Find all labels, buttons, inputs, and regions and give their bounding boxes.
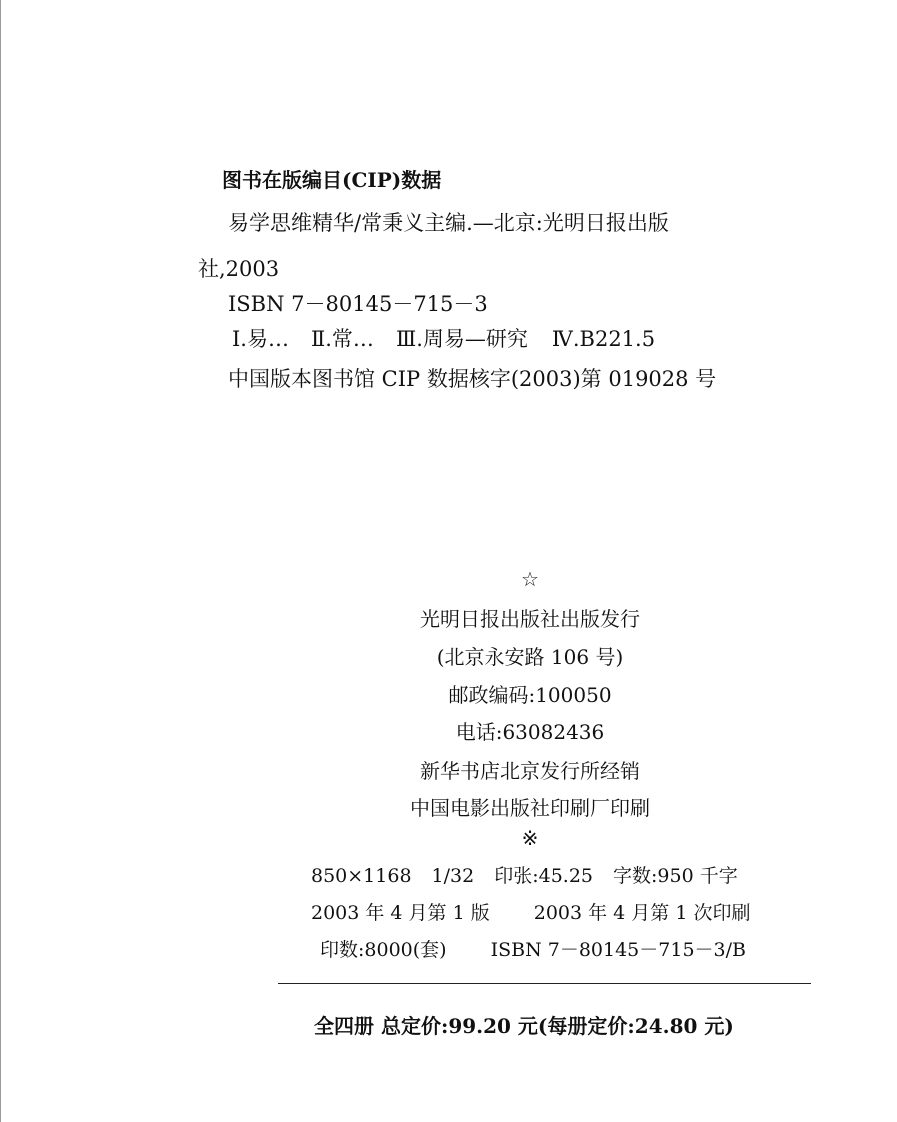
cip-title-line-2: 社,2003 xyxy=(198,257,280,281)
cip-isbn: ISBN 7－80145－715－3 xyxy=(228,292,488,316)
page-left-edge xyxy=(0,0,1,1122)
specs-row-2 xyxy=(311,904,750,923)
spec-fold: 1/32 xyxy=(431,865,475,887)
spec-words: 字数:950 千字 xyxy=(613,865,738,887)
cip-heading: 图书在版编目(CIP)数据 xyxy=(222,168,442,192)
class-iii: Ⅲ.周易—研究 xyxy=(395,327,528,351)
class-ii: Ⅱ.常… xyxy=(310,327,374,351)
publisher-address: (北京永安路 106 号) xyxy=(436,645,624,669)
separator-icon: ※ xyxy=(521,826,539,850)
cip-classification xyxy=(232,329,655,350)
spec-sheets: 印张:45.25 xyxy=(494,865,594,887)
specs-row-3 xyxy=(320,941,746,960)
price-line: 全四册 总定价:99.20 元(每册定价:24.80 元) xyxy=(314,1014,734,1038)
spec-edition: 2003 年 4 月第 1 版 xyxy=(311,902,490,924)
specs-row-1 xyxy=(311,867,738,886)
spec-print-run: 印数:8000(套) xyxy=(320,939,447,961)
divider-rule xyxy=(278,983,811,984)
class-i: Ⅰ.易… xyxy=(232,327,289,351)
class-iv: Ⅳ.B221.5 xyxy=(551,327,656,351)
distributor: 新华书店北京发行所经销 xyxy=(420,759,640,783)
cip-record: 中国版本图书馆 CIP 数据核字(2003)第 019028 号 xyxy=(228,367,717,391)
spec-isbn-full: ISBN 7－80145－715－3/B xyxy=(490,939,746,961)
spec-printing: 2003 年 4 月第 1 次印刷 xyxy=(533,902,751,924)
spec-format: 850×1168 xyxy=(311,865,412,887)
phone: 电话:63082436 xyxy=(455,720,605,744)
printer: 中国电影出版社印刷厂印刷 xyxy=(410,796,650,820)
postcode: 邮政编码:100050 xyxy=(448,683,612,707)
star-icon: ☆ xyxy=(521,567,539,591)
publisher: 光明日报出版社出版发行 xyxy=(420,607,640,631)
cip-title-line-1: 易学思维精华/常秉义主编.—北京:光明日报出版 xyxy=(228,211,669,235)
